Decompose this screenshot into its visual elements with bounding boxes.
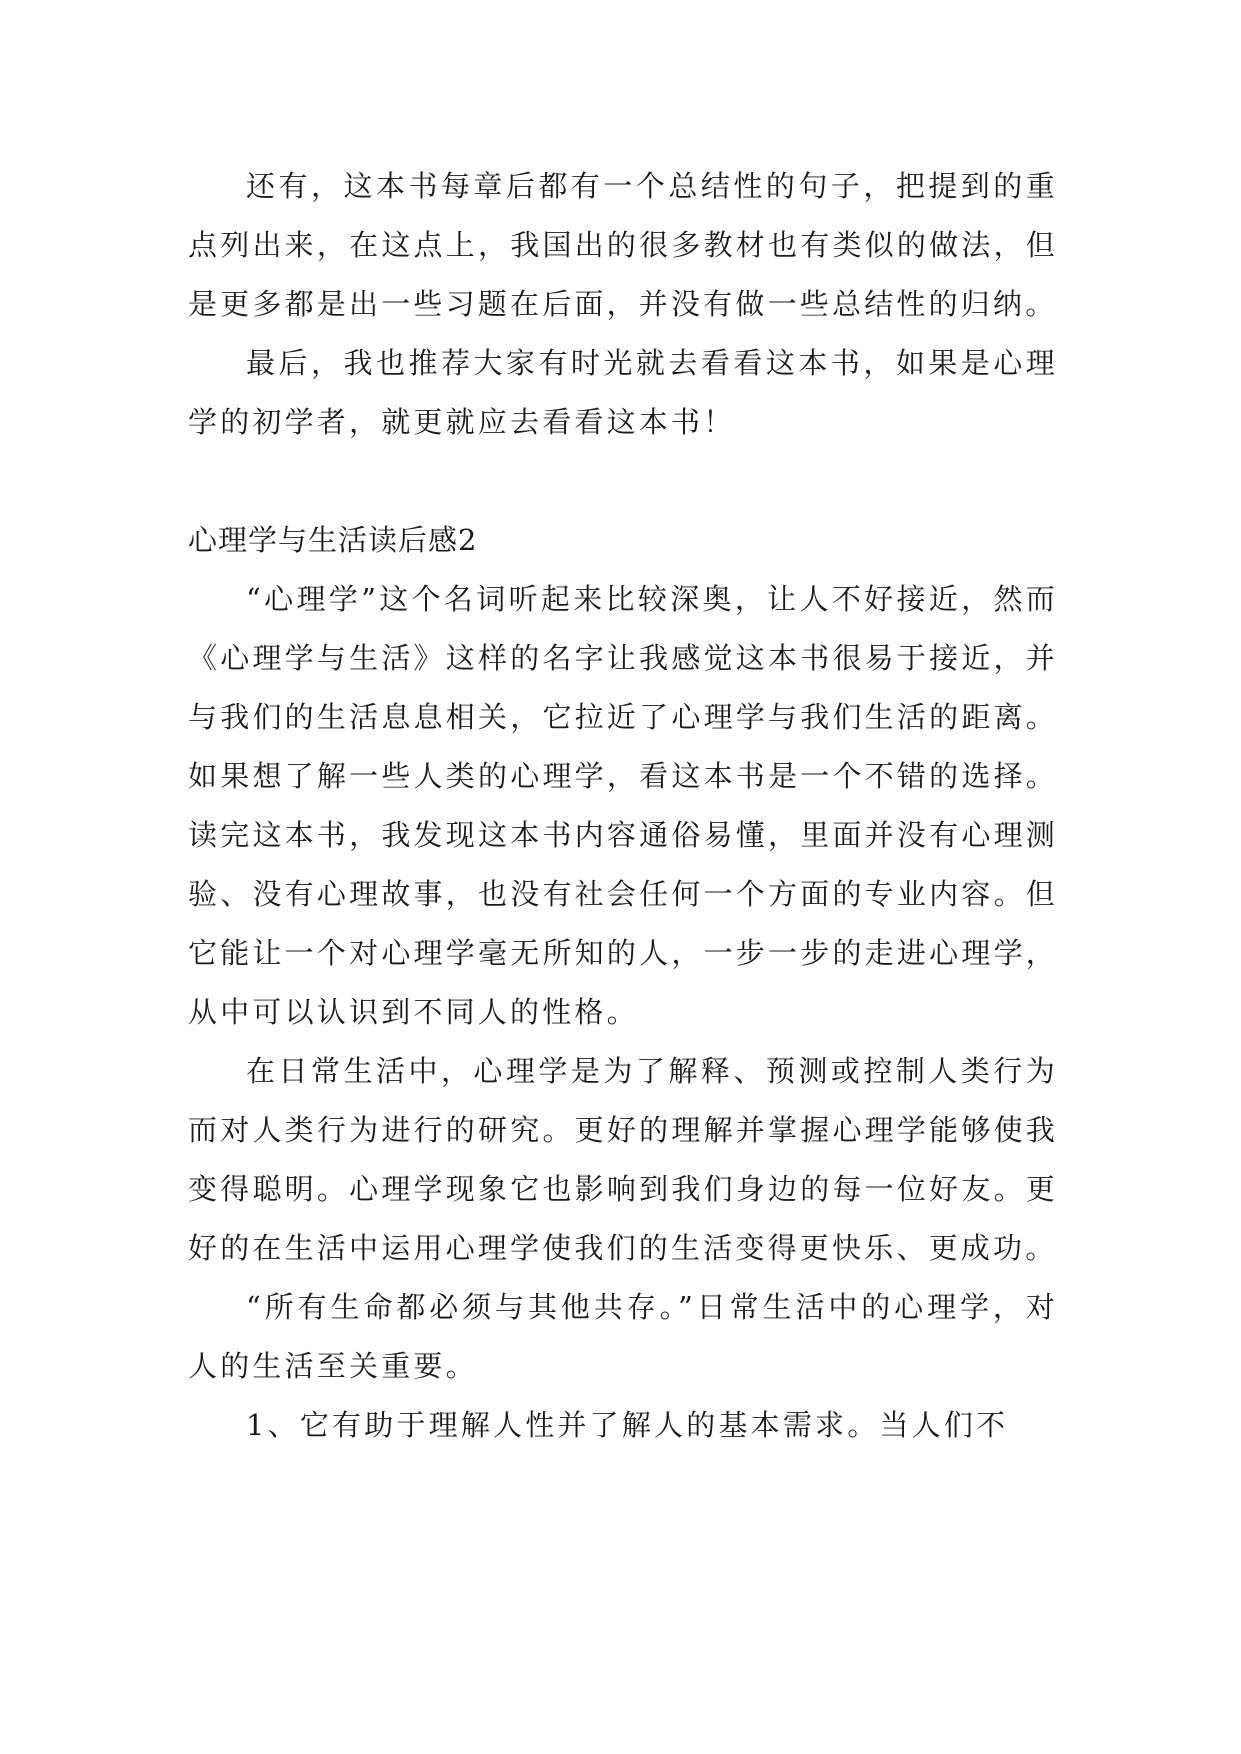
paragraph: 还有，这本书每章后都有一个总结性的句子，把提到的重点列出来，在这点上，我国出的很多教材也有类似的做法，但是更多都是出一些习题在后面，并没有做一些总结性的归纳。 <box>188 169 1058 321</box>
paragraph: “心理学”这个名词听起来比较深奥，让人不好接近，然而《心理学与生活》这样的名字让我感觉这本书很易于接近，并与我们的生活息息相关，它拉近了心理学与我们生活的距离。如果想了解一些人类的心理学，看这本书是一个不错的选择。读完这本书，我发现这本书内容通俗易懂，里面并没有心理测验、没有心理故事，也没有社会任何一个方面的专业内容。但它能让一个对心理学毫无所知的人，一步一步的走进心理学，从中可以认识到不同人的性格。 <box>188 582 1058 1029</box>
paragraph: 最后，我也推荐大家有时光就去看看这本书，如果是心理学的初学者，就更就应去看看这本书！ <box>188 346 1058 439</box>
paragraph: 在日常生活中，心理学是为了解释、预测或控制人类行为而对人类行为进行的研究。更好的理解并掌握心理学能够使我变得聪明。心理学现象它也影响到我们身边的每一位好友。更好的在生活中运用心理学使我们的生活变得更快乐、更成功。 <box>188 1054 1058 1265</box>
document-body <box>188 157 1058 1455</box>
paragraph: 1、它有助于理解人性并了解人的基本需求。当人们不 <box>246 1408 1009 1442</box>
section-title: 心理学与生活读后感2 <box>188 523 478 557</box>
paragraph: “所有生命都必须与其他共存。”日常生活中的心理学，对人的生活至关重要。 <box>188 1290 1058 1383</box>
